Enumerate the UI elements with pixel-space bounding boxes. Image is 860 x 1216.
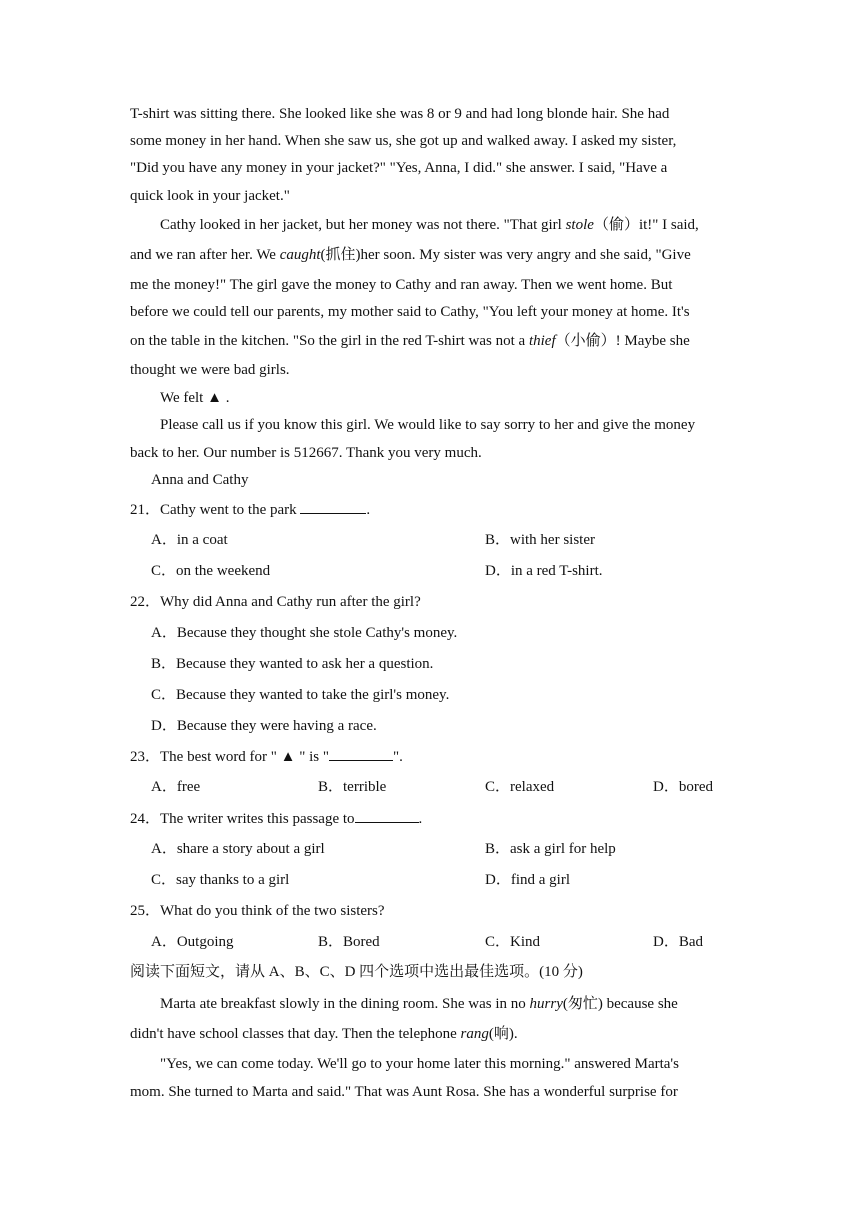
text-run: 24．The writer writes this passage to — [130, 811, 355, 827]
text-run: 23．The best word for " ▲ " is " — [130, 749, 330, 765]
q24-option-d: D．find a girl — [485, 872, 570, 888]
answer-blank — [329, 746, 393, 761]
passage-line: "Did you have any money in your jacket?" "Yes, Anna, I did." she answer. I said, "Have a — [130, 160, 668, 176]
q21-option-b: B．with her sister — [485, 532, 595, 548]
passage-line: We felt ▲ . — [160, 390, 230, 406]
q21-option-a: A．in a coat — [151, 532, 228, 548]
passage-line: mom. She turned to Marta and said." That was Aunt Rosa. She has a wonderful surprise for — [130, 1084, 678, 1100]
q23-option-c: C．relaxed — [485, 779, 555, 795]
text-run: (抓住)her soon. My sister was very angry and she said, "Give — [320, 247, 691, 263]
passage-line: "Yes, we can come today. We'll go to your home later this morning." answered Marta's — [160, 1056, 679, 1072]
text-run: . — [366, 502, 371, 518]
passage-line: back to her. Our number is 512667. Thank you very much. — [130, 445, 482, 461]
passage-line: T-shirt was sitting there. She looked like she was 8 or 9 and had long blonde hair. She had — [130, 106, 670, 122]
q22-option-c: C．Because they wanted to take the girl's money. — [151, 687, 450, 703]
passage-line: me the money!" The girl gave the money to Cathy and ran away. Then we went home. But — [130, 277, 673, 293]
passage-line — [160, 994, 678, 1014]
text-run: 21．Cathy went to the park — [130, 502, 301, 518]
text-run: (响). — [488, 1026, 518, 1042]
text-run: ". — [393, 749, 403, 765]
q23-option-d: D．bored — [653, 779, 713, 795]
glossed-word-stole: stole — [565, 217, 594, 233]
text-run: on the table in the kitchen. "So the girl in the red T-shirt was not a — [130, 333, 529, 349]
text-run: Marta ate breakfast slowly in the dining room. She was in no — [160, 996, 530, 1012]
question-22-stem: 22．Why did Anna and Cathy run after the girl? — [130, 594, 421, 610]
q25-option-b: B．Bored — [318, 934, 380, 950]
q24-option-b: B．ask a girl for help — [485, 841, 616, 857]
passage-line: before we could tell our parents, my mother said to Cathy, "You left your money at home. It's — [130, 304, 690, 320]
text-run: . — [418, 811, 423, 827]
answer-blank — [300, 499, 366, 514]
passage-line: some money in her hand. When she saw us, she got up and walked away. I asked my sister, — [130, 133, 677, 149]
q25-option-d: D．Bad — [653, 934, 703, 950]
passage-line — [130, 245, 691, 265]
passage-line: Please call us if you know this girl. We would like to say sorry to her and give the money — [160, 417, 696, 433]
passage-line: quick look in your jacket." — [130, 188, 290, 204]
q22-option-d: D．Because they were having a race. — [151, 718, 377, 734]
q22-option-b: B．Because they wanted to ask her a question. — [151, 656, 434, 672]
passage-line: thought we were bad girls. — [130, 362, 290, 378]
passage-line — [160, 215, 699, 235]
glossed-word-rang: rang — [460, 1026, 489, 1042]
text-run: and we ran after her. We — [130, 247, 280, 263]
question-24-stem — [130, 808, 422, 829]
q21-option-d: D．in a red T-shirt. — [485, 563, 603, 579]
question-25-stem: 25．What do you think of the two sisters? — [130, 903, 385, 919]
glossed-word-caught: caught — [279, 247, 321, 263]
passage-line — [130, 1024, 518, 1044]
q23-option-b: B．terrible — [318, 779, 387, 795]
glossed-word-hurry: hurry — [529, 996, 563, 1012]
passage-line — [130, 331, 690, 351]
q25-option-c: C．Kind — [485, 934, 541, 950]
text-run: (匆忙) because she — [562, 996, 678, 1012]
q24-option-a: A．share a story about a girl — [151, 841, 325, 857]
text-run: （小偷）! Maybe she — [555, 333, 690, 349]
q24-option-c: C．say thanks to a girl — [151, 872, 290, 888]
glossed-word-thief: thief — [528, 333, 556, 349]
text-run: （偷）it!" I said, — [593, 217, 699, 233]
q23-option-a: A．free — [151, 779, 201, 795]
text-run: didn't have school classes that day. Then the telephone — [130, 1026, 461, 1042]
text-run: Cathy looked in her jacket, but her money was not there. "That girl — [160, 217, 566, 233]
question-23-stem — [130, 746, 403, 767]
q22-option-a: A．Because they thought she stole Cathy's money. — [151, 625, 458, 641]
signature: Anna and Cathy — [151, 472, 249, 488]
question-21-stem — [130, 499, 370, 520]
answer-blank — [355, 808, 419, 823]
section-instruction: 阅读下面短文，请从 A、B、C、D 四个选项中选出最佳选项。(10 分) — [130, 964, 583, 980]
q25-option-a: A．Outgoing — [151, 934, 234, 950]
q21-option-c: C．on the weekend — [151, 563, 271, 579]
